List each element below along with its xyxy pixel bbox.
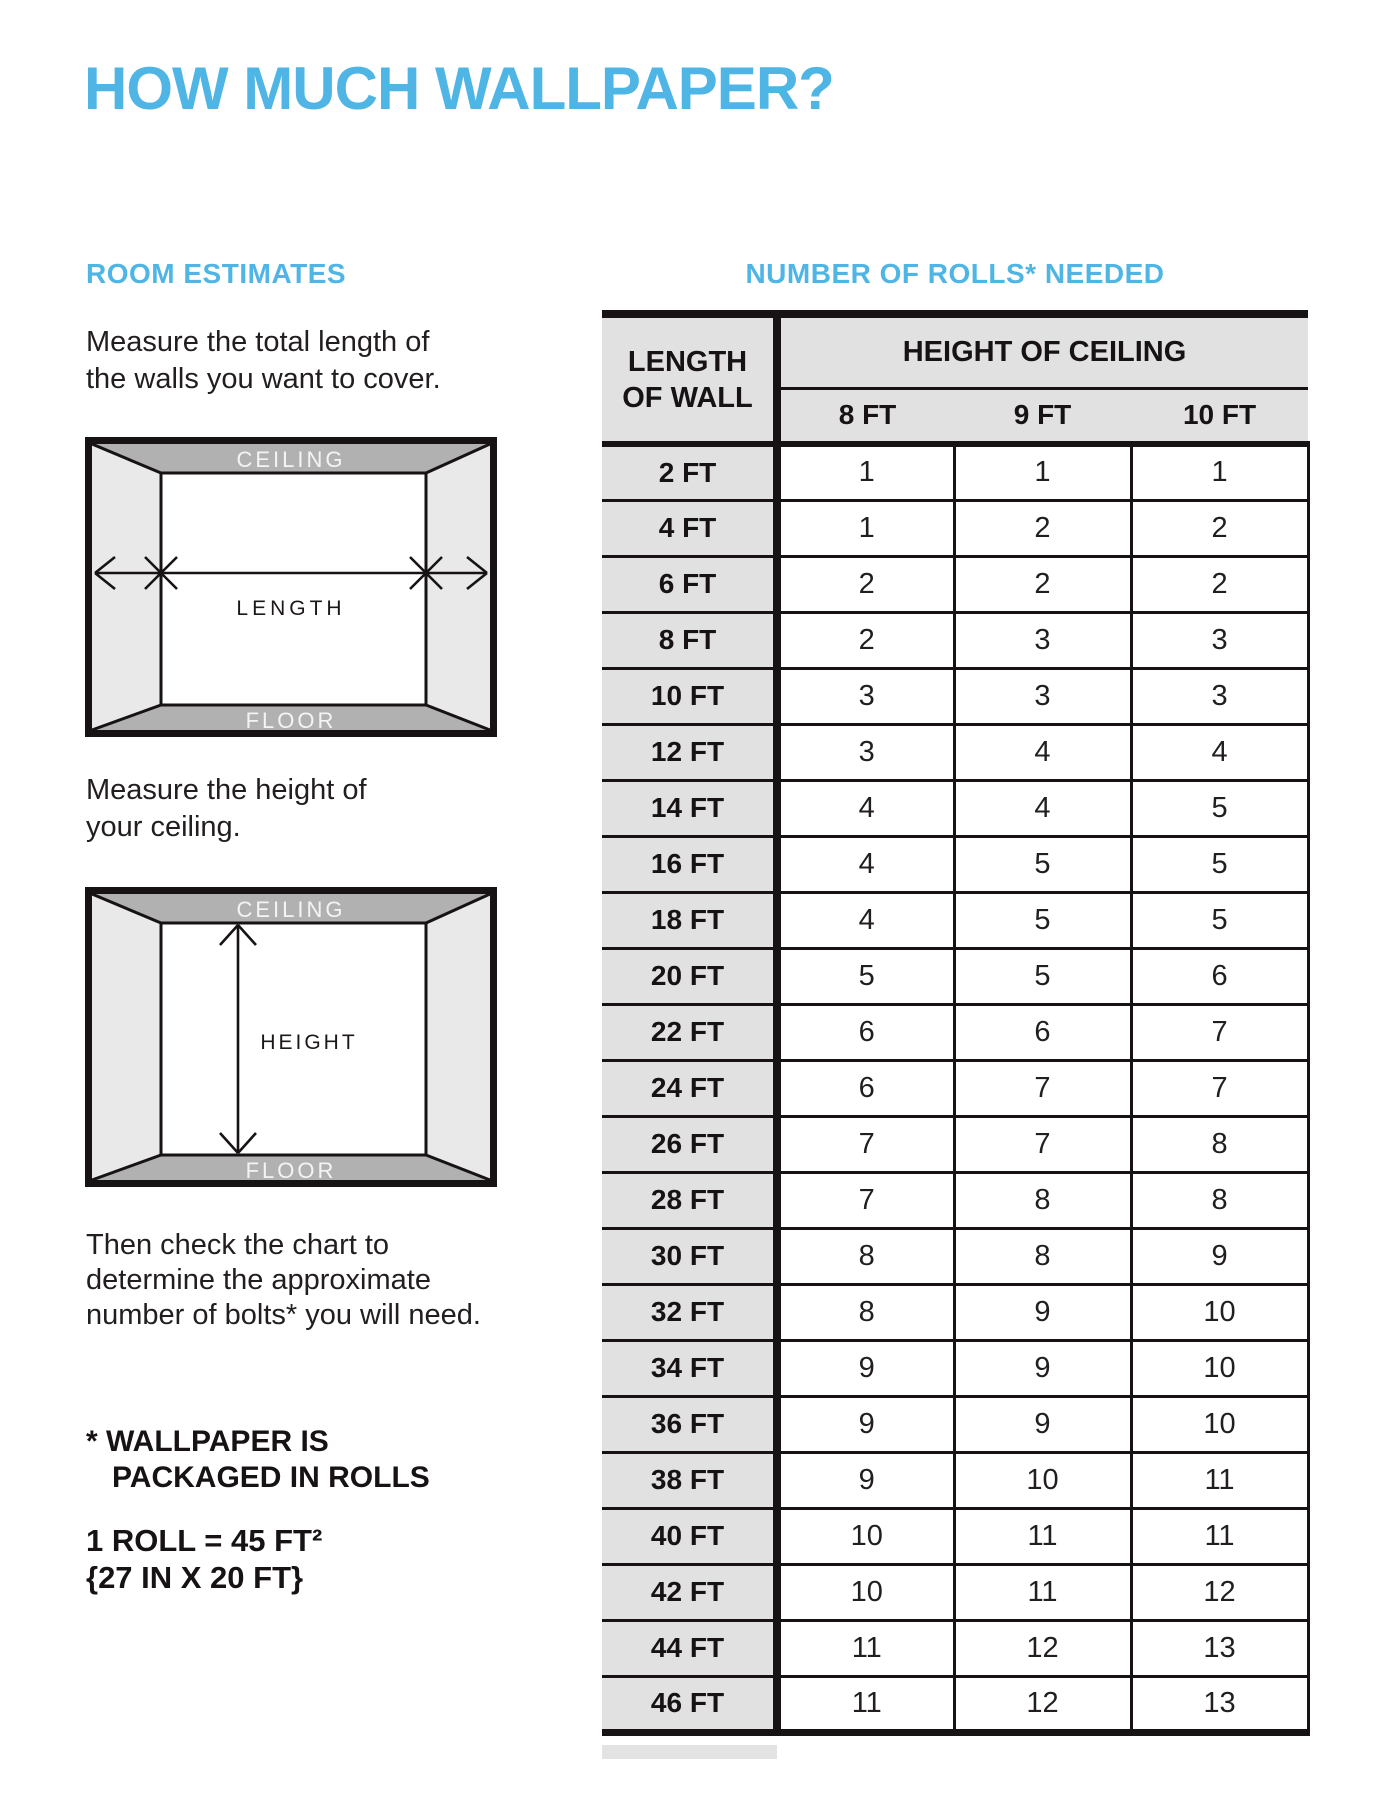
rolls-count-cell: 5 <box>1131 836 1308 892</box>
rolls-count-cell: 7 <box>777 1172 954 1228</box>
rolls-count-cell: 9 <box>954 1396 1131 1452</box>
rolls-count-cell: 4 <box>777 780 954 836</box>
rolls-count-cell: 2 <box>954 556 1131 612</box>
room-height-diagram <box>85 887 497 1187</box>
check-chart-paragraph <box>86 1228 481 1333</box>
rolls-count-cell: 5 <box>954 836 1131 892</box>
rolls-count-cell: 12 <box>954 1676 1131 1732</box>
rolls-count-cell: 3 <box>777 724 954 780</box>
table-row <box>602 724 1308 780</box>
rolls-count-cell: 8 <box>954 1172 1131 1228</box>
rolls-count-cell: 11 <box>1131 1508 1308 1564</box>
paragraph-line: Measure the total length of <box>86 326 430 358</box>
rolls-count-cell: 2 <box>777 556 954 612</box>
page-title: HOW MUCH WALLPAPER? <box>84 55 834 122</box>
rolls-count-cell: 7 <box>954 1116 1131 1172</box>
paragraph-line: number of bolts* you will need. <box>86 1299 481 1331</box>
ceiling-height-column-header: 10 FT <box>1131 388 1308 444</box>
rolls-count-cell: 6 <box>1131 948 1308 1004</box>
corner-header-line: OF WALL <box>622 381 753 414</box>
paragraph-line: your ceiling. <box>86 811 241 843</box>
table-row <box>602 1060 1308 1116</box>
ceiling-height-column-header: 9 FT <box>954 388 1131 444</box>
room-length-diagram <box>85 437 497 737</box>
table-row <box>602 1172 1308 1228</box>
rolls-count-cell: 6 <box>777 1060 954 1116</box>
wall-length-row-label: 2 FT <box>602 444 777 500</box>
rolls-count-cell: 11 <box>954 1508 1131 1564</box>
table-row <box>602 1284 1308 1340</box>
rolls-table-container <box>602 310 1308 1736</box>
rolls-count-cell: 10 <box>777 1564 954 1620</box>
rolls-count-cell: 10 <box>1131 1340 1308 1396</box>
rolls-count-cell: 8 <box>1131 1172 1308 1228</box>
rolls-count-cell: 10 <box>954 1452 1131 1508</box>
roll-size-line: 1 ROLL = 45 FT² <box>86 1523 323 1558</box>
rolls-count-cell: 8 <box>777 1284 954 1340</box>
rolls-count-cell: 4 <box>1131 724 1308 780</box>
footnote-line: PACKAGED IN ROLLS <box>112 1461 430 1494</box>
rolls-count-cell: 1 <box>777 444 954 500</box>
left-wall-surface <box>92 444 161 730</box>
rolls-count-cell: 13 <box>1131 1620 1308 1676</box>
table-row <box>602 1004 1308 1060</box>
table-row <box>602 1228 1308 1284</box>
wall-length-row-label: 40 FT <box>602 1508 777 1564</box>
paragraph-line: the walls you want to cover. <box>86 363 441 395</box>
room-estimates-heading: ROOM ESTIMATES <box>86 258 347 289</box>
rolls-count-cell: 4 <box>954 724 1131 780</box>
wallpaper-rolls-footnote <box>86 1424 430 1496</box>
rolls-needed-heading: NUMBER OF ROLLS* NEEDED <box>745 258 1165 289</box>
rolls-count-cell: 1 <box>954 444 1131 500</box>
ceiling-label: CEILING <box>236 897 346 922</box>
wall-length-row-label: 32 FT <box>602 1284 777 1340</box>
rolls-count-cell: 8 <box>954 1228 1131 1284</box>
wall-length-row-label: 26 FT <box>602 1116 777 1172</box>
rolls-count-cell: 11 <box>954 1564 1131 1620</box>
rolls-count-cell: 11 <box>1131 1452 1308 1508</box>
right-wall-surface <box>426 894 490 1180</box>
length-of-wall-header <box>602 314 777 444</box>
wall-length-row-label: 6 FT <box>602 556 777 612</box>
table-row <box>602 1508 1308 1564</box>
rolls-count-cell: 9 <box>1131 1228 1308 1284</box>
rolls-count-cell: 2 <box>954 500 1131 556</box>
rolls-count-cell: 6 <box>777 1004 954 1060</box>
rolls-count-cell: 9 <box>777 1340 954 1396</box>
ceiling-height-column-header: 8 FT <box>777 388 954 444</box>
rolls-count-cell: 3 <box>1131 668 1308 724</box>
paragraph-line: determine the approximate <box>86 1264 431 1296</box>
paragraph-line: Measure the height of <box>86 774 367 806</box>
wall-length-row-label: 34 FT <box>602 1340 777 1396</box>
rolls-count-cell: 3 <box>954 668 1131 724</box>
table-row <box>602 1396 1308 1452</box>
rolls-count-cell: 5 <box>1131 892 1308 948</box>
table-row <box>602 612 1308 668</box>
wall-length-row-label: 28 FT <box>602 1172 777 1228</box>
wall-length-row-label: 4 FT <box>602 500 777 556</box>
wall-length-row-label: 38 FT <box>602 1452 777 1508</box>
table-header-row <box>602 314 1308 388</box>
rolls-count-cell: 9 <box>777 1396 954 1452</box>
rolls-count-cell: 1 <box>777 500 954 556</box>
rolls-count-cell: 5 <box>1131 780 1308 836</box>
paragraph-line: Then check the chart to <box>86 1229 390 1261</box>
table-row <box>602 500 1308 556</box>
wall-length-row-label: 10 FT <box>602 668 777 724</box>
wall-length-row-label: 46 FT <box>602 1676 777 1732</box>
rolls-count-cell: 11 <box>777 1676 954 1732</box>
length-label: LENGTH <box>236 597 346 620</box>
rolls-count-cell: 7 <box>777 1116 954 1172</box>
rolls-count-cell: 2 <box>1131 556 1308 612</box>
table-row <box>602 836 1308 892</box>
rolls-count-cell: 7 <box>954 1060 1131 1116</box>
table-row <box>602 1116 1308 1172</box>
table-row <box>602 1620 1308 1676</box>
left-wall-surface <box>92 894 161 1180</box>
measure-length-paragraph <box>86 324 441 398</box>
rolls-count-cell: 7 <box>1131 1004 1308 1060</box>
rolls-count-cell: 11 <box>777 1620 954 1676</box>
wall-length-row-label: 14 FT <box>602 780 777 836</box>
floor-label: FLOOR <box>245 1158 337 1183</box>
rolls-count-cell: 5 <box>954 948 1131 1004</box>
rolls-count-cell: 8 <box>1131 1116 1308 1172</box>
rolls-count-cell: 6 <box>954 1004 1131 1060</box>
measure-height-paragraph <box>86 772 367 846</box>
rolls-count-cell: 10 <box>1131 1284 1308 1340</box>
wall-length-row-label: 22 FT <box>602 1004 777 1060</box>
rolls-count-cell: 9 <box>954 1340 1131 1396</box>
rolls-table <box>602 310 1310 1736</box>
roll-size-line: {27 IN X 20 FT} <box>86 1560 304 1595</box>
table-row <box>602 1452 1308 1508</box>
rolls-count-cell: 5 <box>954 892 1131 948</box>
rolls-count-cell: 2 <box>777 612 954 668</box>
table-footer-gray-strip <box>602 1745 777 1759</box>
wall-length-row-label: 20 FT <box>602 948 777 1004</box>
table-row <box>602 1564 1308 1620</box>
rolls-count-cell: 10 <box>777 1508 954 1564</box>
wall-length-row-label: 12 FT <box>602 724 777 780</box>
floor-label: FLOOR <box>245 708 337 733</box>
height-of-ceiling-header: HEIGHT OF CEILING <box>777 314 1308 388</box>
rolls-count-cell: 3 <box>954 612 1131 668</box>
rolls-count-cell: 10 <box>1131 1396 1308 1452</box>
table-row <box>602 892 1308 948</box>
table-row <box>602 668 1308 724</box>
rolls-count-cell: 9 <box>777 1452 954 1508</box>
rolls-count-cell: 12 <box>954 1620 1131 1676</box>
wall-length-row-label: 8 FT <box>602 612 777 668</box>
height-label: HEIGHT <box>260 1031 358 1054</box>
rolls-count-cell: 4 <box>777 836 954 892</box>
rolls-count-cell: 4 <box>777 892 954 948</box>
wall-length-row-label: 16 FT <box>602 836 777 892</box>
table-row <box>602 1676 1308 1732</box>
wall-length-row-label: 18 FT <box>602 892 777 948</box>
table-row <box>602 948 1308 1004</box>
rolls-count-cell: 3 <box>1131 612 1308 668</box>
wall-length-row-label: 24 FT <box>602 1060 777 1116</box>
wall-length-row-label: 36 FT <box>602 1396 777 1452</box>
ceiling-label: CEILING <box>236 447 346 472</box>
rolls-count-cell: 13 <box>1131 1676 1308 1732</box>
table-row <box>602 1340 1308 1396</box>
rolls-count-cell: 4 <box>954 780 1131 836</box>
wall-length-row-label: 42 FT <box>602 1564 777 1620</box>
roll-size-info <box>86 1522 322 1596</box>
rolls-count-cell: 3 <box>777 668 954 724</box>
rolls-count-cell: 9 <box>954 1284 1131 1340</box>
right-wall-surface <box>426 444 490 730</box>
rolls-count-cell: 12 <box>1131 1564 1308 1620</box>
table-row <box>602 556 1308 612</box>
rolls-count-cell: 7 <box>1131 1060 1308 1116</box>
table-row <box>602 780 1308 836</box>
footnote-line: * WALLPAPER IS <box>86 1425 329 1458</box>
rolls-count-cell: 2 <box>1131 500 1308 556</box>
wall-length-row-label: 44 FT <box>602 1620 777 1676</box>
rolls-count-cell: 1 <box>1131 444 1308 500</box>
rolls-count-cell: 8 <box>777 1228 954 1284</box>
table-row <box>602 444 1308 500</box>
corner-header-line: LENGTH <box>627 345 748 378</box>
rolls-count-cell: 5 <box>777 948 954 1004</box>
back-wall <box>161 473 426 705</box>
wall-length-row-label: 30 FT <box>602 1228 777 1284</box>
